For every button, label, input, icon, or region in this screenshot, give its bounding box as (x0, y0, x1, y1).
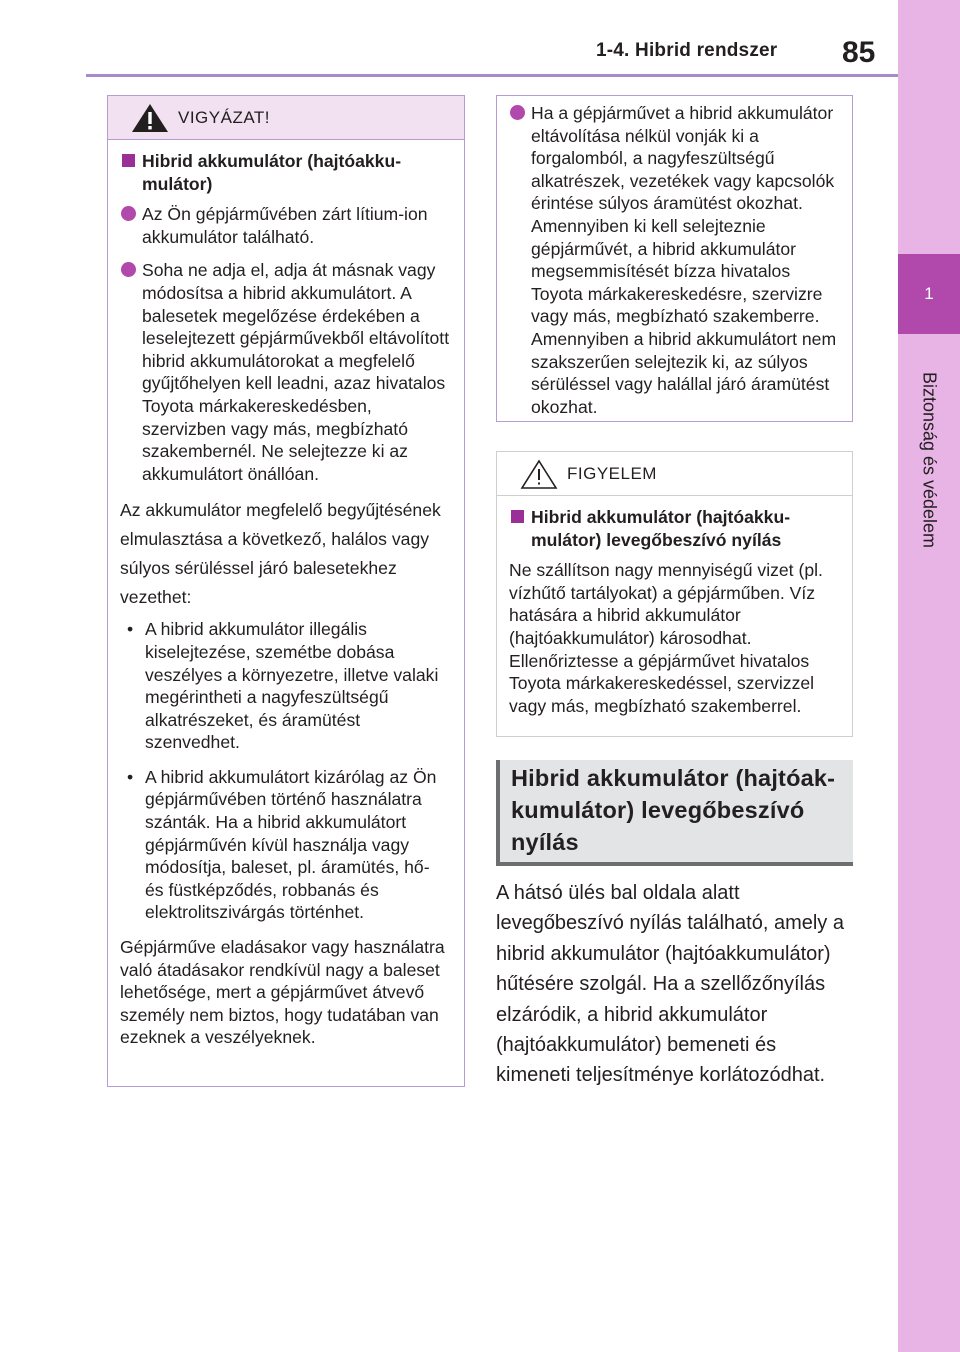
caution-bullet-2: Soha ne adja el, adja át másnak vagy módosítsa a hibrid akkumulátort. A balesetek megelőzése érdekében a leselejtezett gépjárművekből eltávolított hibrid akkumulátorokat a megfelelő gyűjtőhelyen kell leadni, azaz hivatalos Toyota márkakereskedésben, szervizben vagy más, megbízható szakembernél. Ne selejtezze ki az akkumulátort önállóan. (120, 259, 452, 485)
caution-continued-bullet: Ha a gépjárművet a hibrid akkumulátor eltávolítása nélkül vonják ki a forgalomból, a nagyfeszültségű alkatrészek, vezetékek vagy kapcsolók érintése súlyos áramütést okozhat. Amennyiben ki kell selejteznie gépjárművét, a hibrid akkumulátor megsemmisítését bízza hivatalos Toyota márkakereskedésre, szervizre vagy más, megbízható szakemberre. Amennyiben a hibrid akkumulátort nem szakszerűen selejtezik ki, az súlyos sérüléssel vagy halállal járó áramütést okozhat. (509, 102, 840, 418)
caution-bullet-1: Az Ön gépjárművében zárt lítium-ion akkumulátor található. (120, 203, 452, 248)
notice-header (497, 452, 852, 496)
section-heading-line-3: nyílás (511, 829, 579, 855)
section-title: 1-4. Hibrid rendszer (596, 40, 778, 61)
chapter-number: 1 (898, 254, 960, 334)
body-text: A hátsó ülés bal oldala alatt levegőbeszívó nyílás található, amely a hibrid akkumulátor (hajtóakkumulátor) hűtésére szolgál. Ha a szellőzőnyílás elzáródik, a hibrid akkumulátor (hajtóakkumulátor) bemeneti és kimeneti teljesítménye korlátozódhat. (496, 882, 844, 1087)
caution-header (108, 96, 464, 140)
section-heading (496, 760, 853, 866)
notice-title: FIGYELEM (567, 463, 657, 483)
caution-subheading: Hibrid akkumulátor (hajtóakku-mulátor) (120, 150, 452, 195)
caution-closing: Gépjárműve eladásakor vagy használatra való átadásakor rendkívül nagy a baleset lehetősége, mert a gépjárművet átvevő személy nem biztos, hogy tudatában van ezeknek a veszélyeknek. (120, 937, 445, 1048)
caution-title: VIGYÁZAT! (178, 107, 271, 127)
notice-text: Ne szállítson nagy mennyiségű vizet (pl. vízhűtő tartályokat) a gépjárműben. Víz hatására a hibrid akkumulátor (hajtóakkumulátor) károsodhat. Ellenőriztesse a gépjárművet hivatalos Toyota márkakereskedéssel, szervizzel vagy más, megbízható szakemberrel. (509, 560, 823, 716)
header-rule (86, 74, 898, 77)
chapter-tab-strip (898, 0, 960, 1352)
caution-box (107, 95, 465, 1087)
page-number: 85 (842, 36, 876, 69)
section-heading-line-1: Hibrid akkumulátor (hajtóak- (511, 765, 836, 791)
chapter-title: Biztonság és védelem (919, 371, 940, 549)
section-heading-line-2: kumulátor) levegőbeszívó (511, 797, 805, 823)
warning-icon (130, 102, 170, 134)
caution-continued-box (496, 95, 853, 422)
caution-dash-item-1: • A hibrid akkumulátor illegális kiselejtezése, szemétbe dobása veszélyes a környezetre, illetve valaki megérintheti a nagyfeszültségű alkatrészeket, és áramütést szenvedhet. (120, 618, 452, 754)
notice-box (496, 451, 853, 737)
caution-paragraph: Az akkumulátor megfelelő begyűjtésének elmulasztása a következő, halálos vagy súlyos sérüléssel járó balesetekhez vezethet: (120, 500, 441, 608)
notice-subheading: Hibrid akkumulátor (hajtóakku-mulátor) levegőbeszívó nyílás (509, 506, 840, 551)
notice-icon (519, 458, 559, 490)
caution-dash-item-2: • A hibrid akkumulátort kizárólag az Ön gépjárművében történő használatra szánták. Ha a hibrid akkumulátort gépjárművén kívül használja vagy módosítja, baleset, pl. áramütés, hő- és füstképződés, robbanás és elektrolitszivárgás történhet. (120, 766, 452, 924)
